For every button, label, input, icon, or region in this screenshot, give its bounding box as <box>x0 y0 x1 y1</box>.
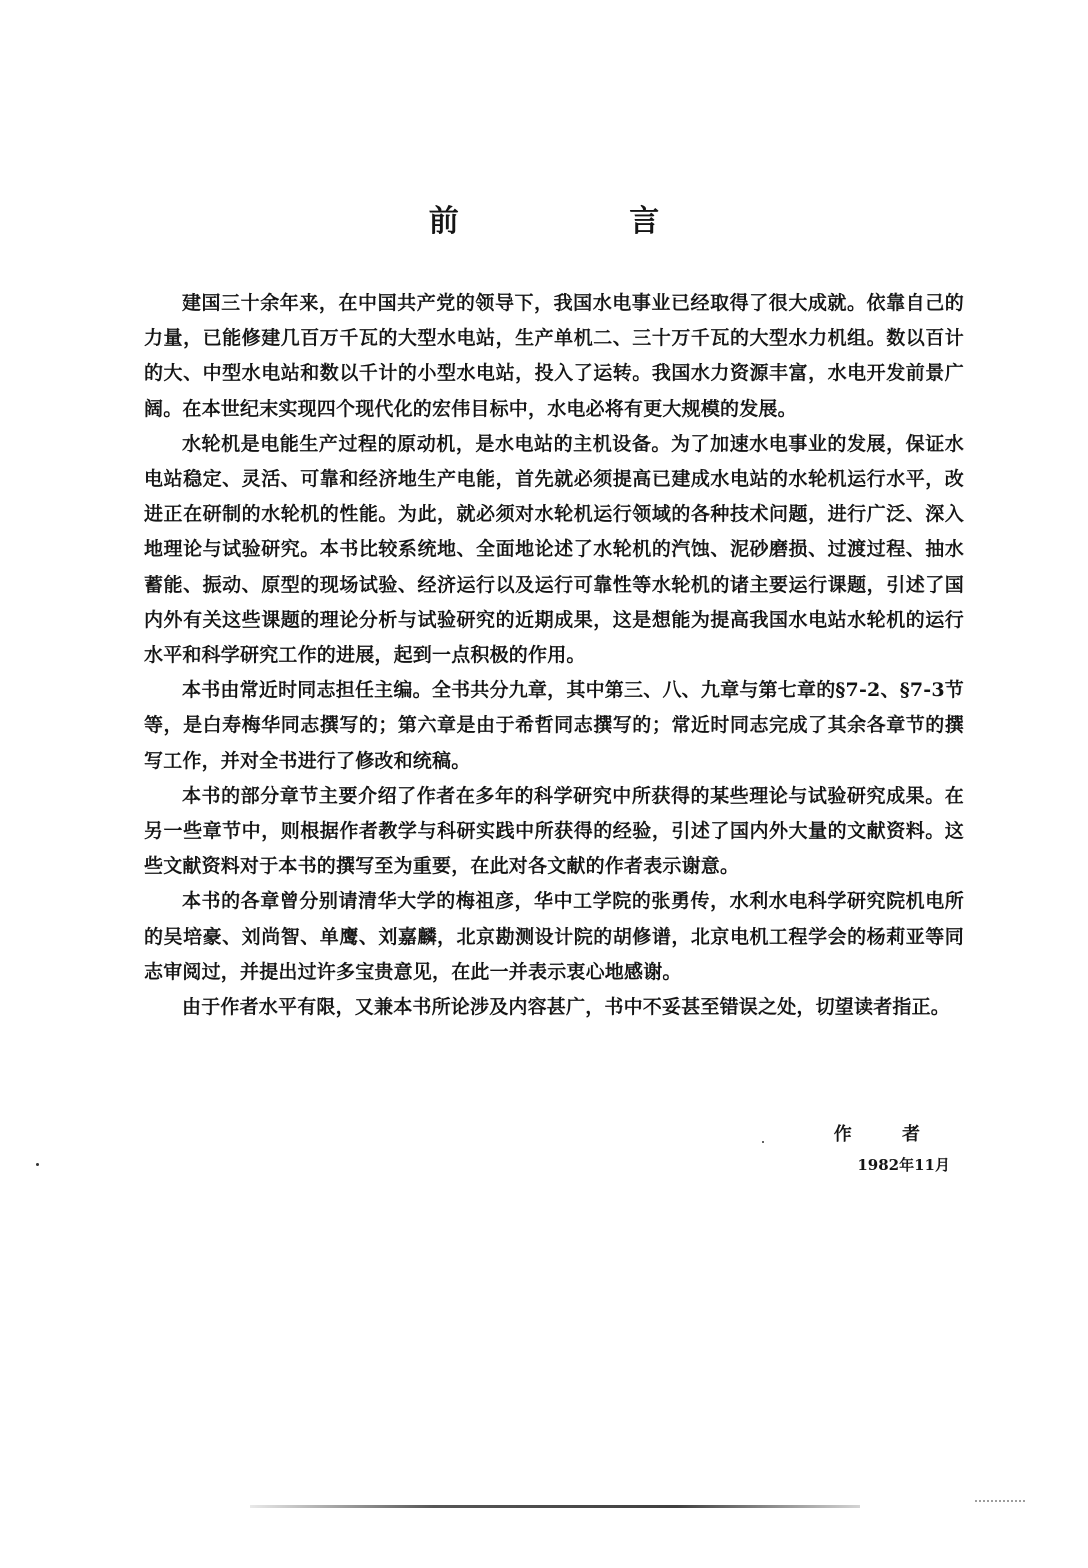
signature-author: 作 者 <box>833 1124 942 1145</box>
signature-date: 1982年11月 <box>857 1156 950 1174</box>
scan-artifact-dots <box>975 1500 1025 1504</box>
preface-body <box>144 286 964 1025</box>
scan-speck <box>36 1163 39 1166</box>
page-title: 前 言 <box>428 204 740 239</box>
paragraph-2: 水轮机是电能生产过程的原动机，是水电站的主机设备。为了加速水电事业的发展，保证水电站稳定、灵活、可靠和经济地生产电能，首先就必须提高已建成水电站的水轮机运行水平，改进正在研制的水轮机的性能。为此，就必须对水轮机运行领域的各种技术问题，进行广泛、深入地理论与试验研究。本书比较系统地、全面地论述了水轮机的汽蚀、泥砂磨损、过渡过程、抽水蓄能、振动、原型的现场试验、经济运行以及运行可靠性等水轮机的诸主要运行课题，引述了国内外有关这些课题的理论分析与试验研究的近期成果，这是想能为提高我国水电站水轮机的运行水平和科学研究工作的进展，起到一点积极的作用。 <box>144 432 964 667</box>
scan-speck <box>762 1141 764 1143</box>
scan-artifact-line <box>250 1505 860 1508</box>
paragraph-3: 本书由常近时同志担任主编。全书共分九章，其中第三、八、九章与第七章的§7-2、§7-3节等，是白寿梅华同志撰写的；第六章是由于希哲同志撰写的；常近时同志完成了其余各章节的撰写工作，并对全书进行了修改和统稿。 <box>144 679 964 772</box>
paragraph-5: 本书的各章曾分别请清华大学的梅祖彦，华中工学院的张勇传，水利水电科学研究院机电所的吴培豪、刘尚智、单鹰、刘嘉麟，北京勘测设计院的胡修谱，北京电机工程学会的杨莉亚等同志审阅过，并提出过许多宝贵意见，在此一并表示衷心地感谢。 <box>144 890 964 983</box>
paragraph-6: 由于作者水平有限，又兼本书所论涉及内容甚广，书中不妥甚至错误之处，切望读者指正。 <box>182 996 951 1019</box>
paragraph-4: 本书的部分章节主要介绍了作者在多年的科学研究中所获得的某些理论与试验研究成果。在另一些章节中，则根据作者教学与科研实践中所获得的经验，引述了国内外大量的文献资料。这些文献资料对于本书的撰写至为重要，在此对各文献的作者表示谢意。 <box>144 784 964 878</box>
paragraph-1: 建国三十余年来，在中国共产党的领导下，我国水电事业已经取得了很大成就。依靠自己的力量，已能修建几百万千瓦的大型水电站，生产单机二、三十万千瓦的大型水力机组。数以百计的大、中型水电站和数以千计的小型水电站，投入了运转。我国水力资源丰富，水电开发前景广阔。在本世纪末实现四个现代化的宏伟目标中，水电必将有更大规模的发展。 <box>144 292 964 420</box>
